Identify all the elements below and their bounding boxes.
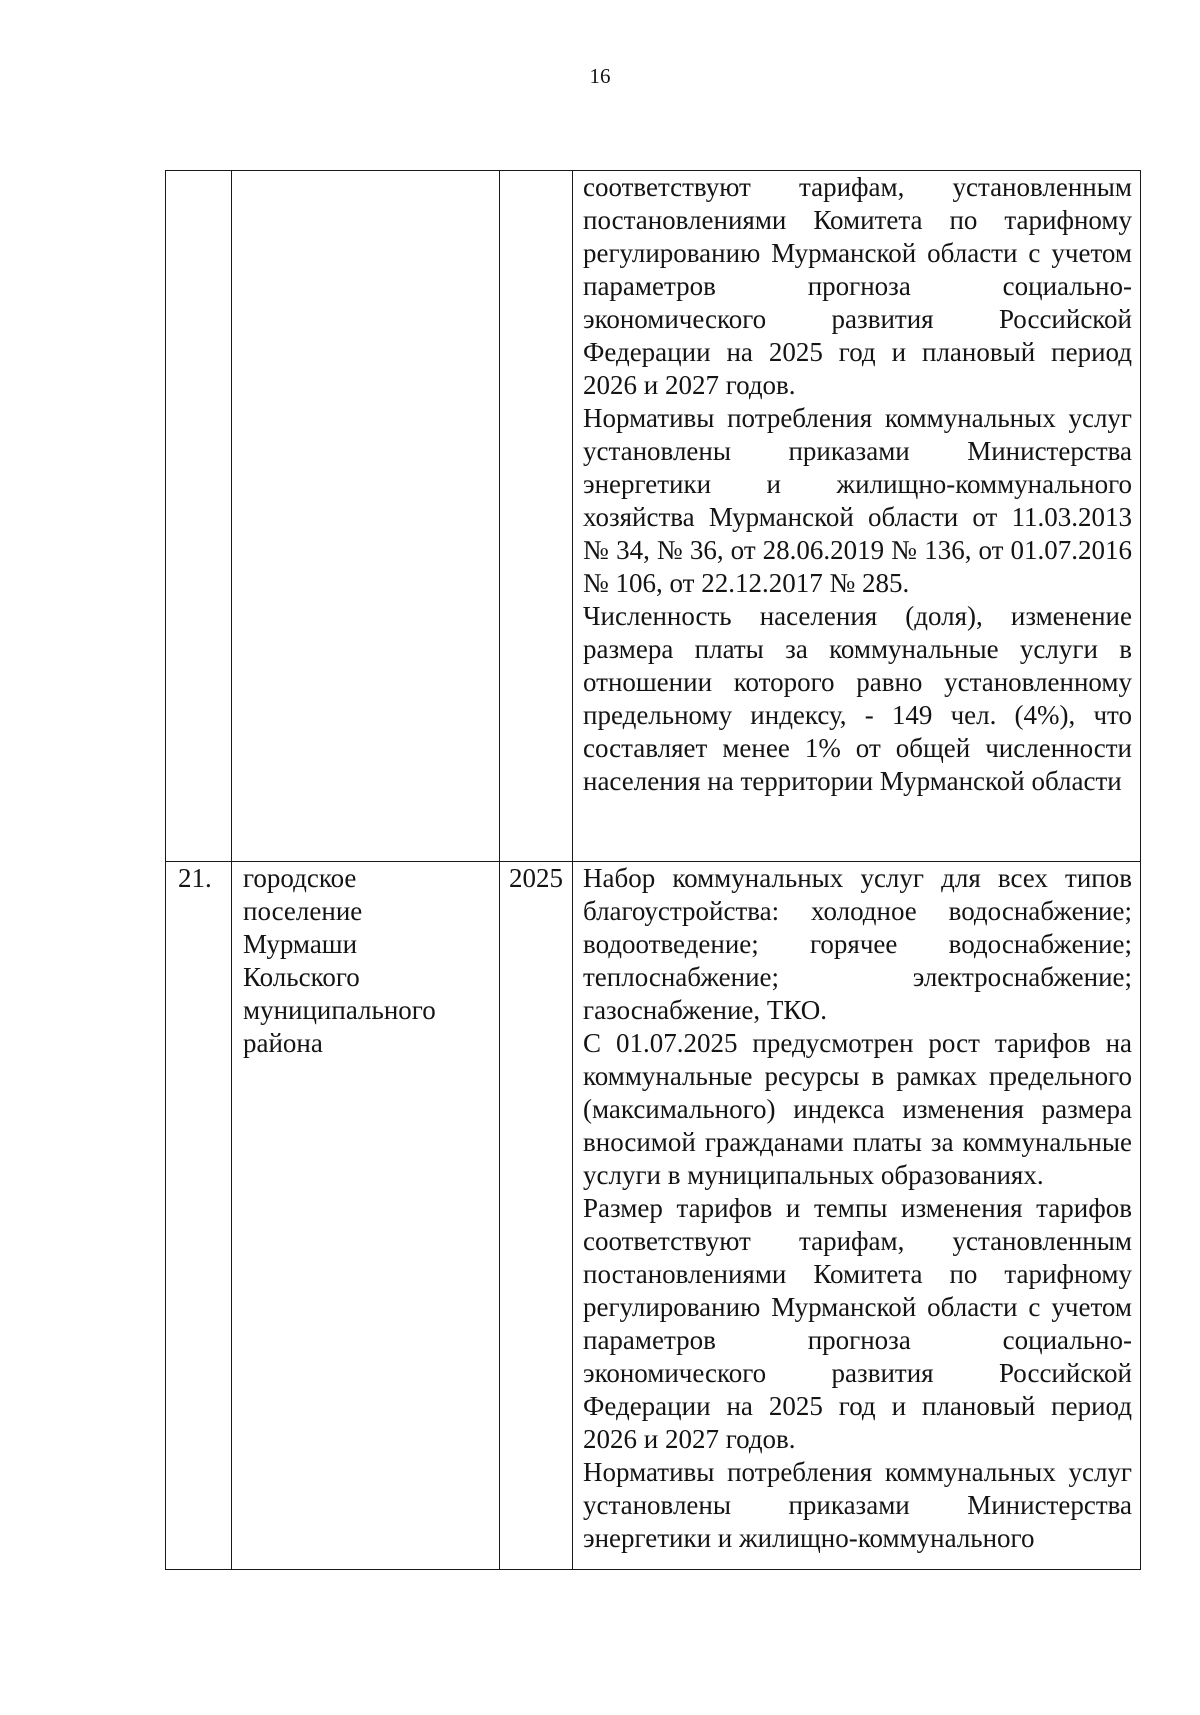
- municipality-name-line: Кольского: [243, 962, 360, 992]
- paragraph: Нормативы потребления коммунальных услуг установлены приказами Министерства энергетики и жилищно-коммунального хозяйства Мурманской области от 11.03.2013 № 34, № 36, от 28.06.2019 № 136, от 01.07.2016 № 106, от 22.12.2017 № 285.: [583, 403, 1132, 598]
- municipality-name-line: муниципального: [243, 995, 436, 1025]
- paragraph: соответствуют тарифам, установленным постановлениями Комитета по тарифному регулированию Мурманской области с учетом параметров прогноза социально-экономического развития Российской Федерации на 2025 год и плановый период 2026 и 2027 годов.: [583, 172, 1132, 400]
- paragraph: Численность населения (доля), изменение размера платы за коммунальные услуги в отношении которого равно установленному предельному индексу, - 149 чел. (4%), что составляет менее 1% от общей численности населения на территории Мурманской области: [583, 601, 1132, 796]
- paragraph: Набор коммунальных услуг для всех типов благоустройства: холодное водоснабжение; водоотведение; горячее водоснабжение; теплоснабжение; электроснабжение; газоснабжение, ТКО.: [583, 863, 1132, 1025]
- paragraph: С 01.07.2025 предусмотрен рост тарифов на коммунальные ресурсы в рамках предельного (максимального) индекса изменения размера вносимой гражданами платы за коммунальные услуги в муниципальных образованиях.: [583, 1028, 1132, 1190]
- description-cell: [573, 171, 1141, 862]
- municipality-name-line: района: [243, 1028, 323, 1058]
- paragraph: Размер тарифов и темпы изменения тарифов соответствуют тарифам, установленным постановлениями Комитета по тарифному регулированию Мурманской области с учетом параметров прогноза социально-экономического развития Российской Федерации на 2025 год и плановый период 2026 и 2027 годов.: [583, 1193, 1132, 1454]
- year-cell: [500, 171, 573, 862]
- municipality-name-cell: [232, 171, 500, 862]
- municipality-name-cell: [232, 862, 500, 1570]
- row-number-cell: [166, 171, 232, 862]
- municipality-name-line: поселение: [243, 896, 363, 926]
- municipality-name-line: Мурмаши: [243, 929, 358, 959]
- municipality-name-line: городское: [243, 863, 357, 893]
- data-table: [165, 170, 1141, 1570]
- table-row-21: [166, 862, 1141, 1570]
- description-cell: [573, 862, 1141, 1570]
- page-number: 16: [589, 64, 611, 88]
- table-row-continued: [166, 171, 1141, 862]
- paragraph: Нормативы потребления коммунальных услуг установлены приказами Министерства энергетики и жилищно-коммунального: [583, 1457, 1132, 1553]
- year-cell: 2025: [500, 862, 573, 1570]
- row-number-cell: 21.: [166, 862, 232, 1570]
